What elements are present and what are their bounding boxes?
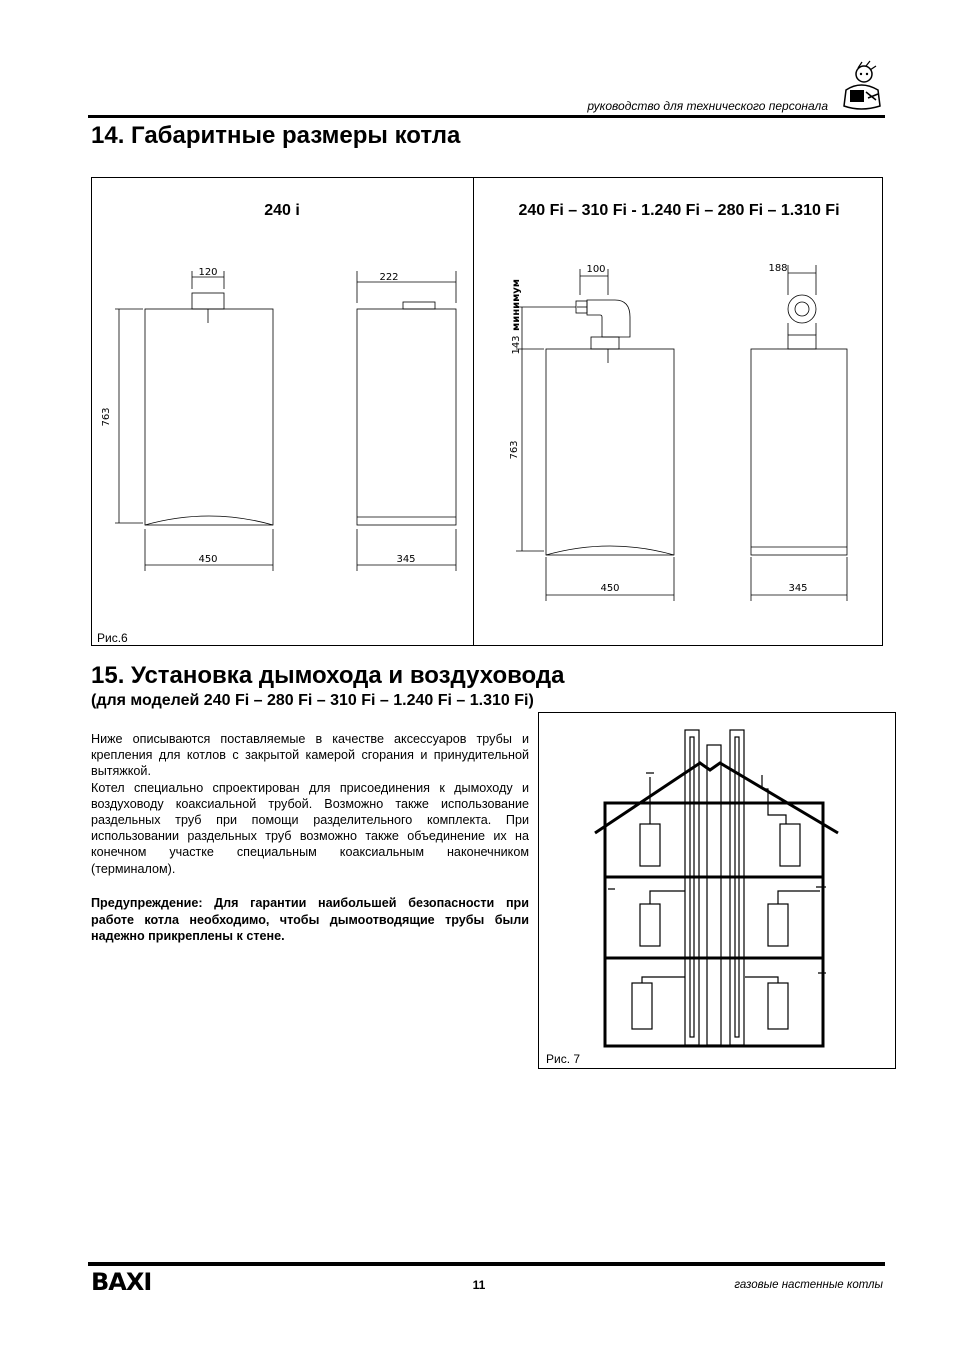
figure-7-caption: Рис. 7: [546, 1052, 581, 1066]
dim-side-top: 222: [379, 272, 399, 283]
figure-6-caption: Рис.6: [97, 631, 128, 645]
dim-height-fi: 763: [509, 440, 520, 460]
dim-min-height-fi: 143: [511, 335, 522, 355]
page-number: 11: [472, 1278, 486, 1292]
dim-depth: 345: [396, 554, 416, 565]
section-15-subtitle: (для моделей 240 Fi – 280 Fi – 310 Fi – 1.240 Fi – 1.310 Fi): [91, 692, 534, 709]
dim-width-fi: 450: [600, 583, 620, 594]
dim-min-label-fi: минимум: [511, 279, 522, 331]
technician-mascot-icon: [836, 60, 886, 112]
dim-top-width: 120: [198, 267, 218, 278]
section-15-body: [91, 731, 529, 877]
baxi-logo: BAXI: [91, 1268, 152, 1296]
boiler-240i-drawing: [95, 245, 470, 630]
dim-width: 450: [198, 554, 218, 565]
section-15-title: 15. Установка дымохода и воздуховода: [91, 662, 565, 689]
boiler-fi-drawing: [480, 245, 878, 630]
footer-title: газовые настенные котлы: [734, 1279, 883, 1291]
section-14-title: 14. Габаритные размеры котла: [91, 122, 461, 149]
dim-side-top-fi: 188: [768, 263, 788, 274]
dim-top-width-fi: 100: [586, 264, 606, 275]
dim-height: 763: [101, 407, 112, 427]
flue-installation-diagram: [590, 725, 845, 1050]
paragraph-1: Ниже описываются поставляемые в качестве аксессуаров трубы и крепления для котлов с закрытой камерой сгорания и принудительной вытяжкой.: [91, 732, 529, 779]
panel-right-label: 240 Fi – 310 Fi - 1.240 Fi – 280 Fi – 1.310 Fi: [518, 202, 840, 219]
figure-6-divider: [473, 177, 474, 646]
paragraph-2: Котел специально спроектирован для присоединения к дымоходу и воздуховоду коаксиальной трубой. Возможно также использование раздельных труб при помощи разделительного комплекта. При использовании раздельных труб возможно также объединение их на конечном участке специальным коаксиальным наконечником (терминалом).: [91, 780, 529, 876]
header-subtitle: руководство для технического персонала: [587, 99, 828, 113]
footer-rule: [88, 1262, 885, 1266]
safety-warning: Предупреждение: Для гарантии наибольшей безопасности при работе котла необходимо, чтобы дымоотводящие трубы были надежно прикреплены к стене.: [91, 896, 529, 943]
dim-depth-fi: 345: [788, 583, 808, 594]
header-rule: [88, 115, 885, 118]
panel-left-label: 240 i: [264, 202, 300, 219]
